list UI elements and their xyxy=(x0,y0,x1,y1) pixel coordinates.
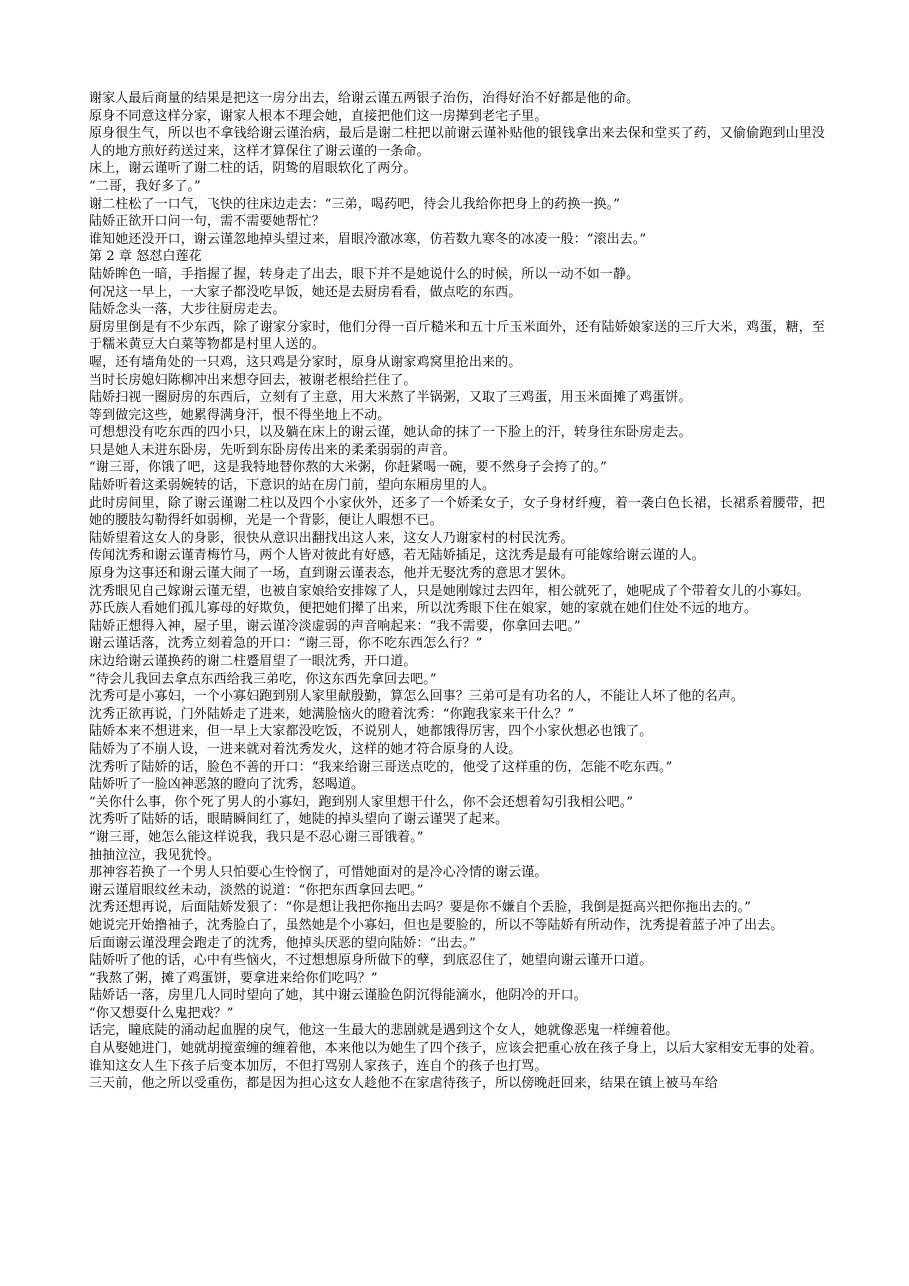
paragraph: 此时房间里，除了谢云谨谢二柱以及四个小家伙外，还多了一个娇柔女子，女子身材纤瘦，着一袭白色长裙，长裙系着腰带，把她的腰肢勾勒得纤如弱柳，光是一个背影，便让人暇想不已。 xyxy=(89,495,825,529)
document-body xyxy=(89,90,825,1093)
paragraph: 等到做完这些，她累得满身汗，恨不得坐地上不动。 xyxy=(89,407,391,423)
paragraph: 陆娇正欲开口问一句，需不需要她帮忙？ xyxy=(89,214,325,230)
paragraph: 陆娇本来不想进来，但一早上大家都没吃饭，不说别人，她都饿得厉害，四个小家伙想必也饿了。 xyxy=(89,724,653,740)
paragraph: 谁知她还没开口，谢云谨忽地掉头望过来，眉眼冷澈冰寒，仿若数九寒冬的冰凌一般：“滚出去。” xyxy=(89,231,647,247)
paragraph: 床边给谢云谨换药的谢二柱蹙眉望了一眼沈秀，开口道。 xyxy=(89,654,417,669)
paragraph: 原身不同意这样分家，谢家人根本不理会她，直接把他们这一房撵到老宅子里。 xyxy=(89,108,548,124)
paragraph: 谁知这女人生下孩子后变本加厉，不但打骂别人家孩子，连自个的孩子也打骂。 xyxy=(89,1058,548,1074)
paragraph: 沈秀还想再说，后面陆娇发狠了：“你是想让我把你拖出去吗？要是你不嫌自个丢脸，我倒是挺高兴把你拖出去的。” xyxy=(89,900,751,916)
paragraph: 沈秀听了陆娇的话，眼睛瞬间红了，她陡的掉头望向了谢云谨哭了起来。 xyxy=(89,812,509,828)
paragraph: 可想想没有吃东西的四小只，以及躺在床上的谢云谨，她认命的抹了一下脸上的汗，转身往东卧房走去。 xyxy=(89,425,692,441)
paragraph: 陆娇听着这柔弱婉转的话，下意识的站在房门前，望向东厢房里的人。 xyxy=(89,478,496,494)
paragraph: 原身很生气，所以也不拿钱给谢云谨治病，最后是谢二柱把以前谢云谨补贴他的银钱拿出来去保和堂买了药，又偷偷跑到山里没人的地方煎好药送过来，这样才算保住了谢云谨的一条命。 xyxy=(89,126,825,159)
paragraph: 床上，谢云谨听了谢二柱的话，阴鸷的眉眼软化了两分。 xyxy=(89,161,417,177)
paragraph: 原身为这事还和谢云谨大闹了一场，直到谢云谨表态，他并无娶沈秀的意思才罢休。 xyxy=(89,566,574,582)
paragraph: 陆娇为了不崩人设，一进来就对着沈秀发火，这样的她才符合原身的人设。 xyxy=(89,741,522,757)
paragraph: “二哥，我好多了。” xyxy=(89,178,201,194)
paragraph: 谢云谨话落，沈秀立刻着急的开口：“谢三哥，你不吃东西怎么行？” xyxy=(89,636,483,652)
paragraph: 话完，瞳底陡的涌动起血腥的戾气，他这一生最大的悲剧就是遇到这个女人，她就像恶鬼一样缠着他。 xyxy=(89,1023,679,1039)
paragraph: “关你什么事，你个死了男人的小寡妇，跑到别人家里想干什么，你不会还想着勾引我相公吧。” xyxy=(89,794,634,810)
paragraph: 陆娇正想得入神，屋子里，谢云谨冷淡虚弱的声音响起来：“我不需要，你拿回去吧。” xyxy=(89,618,581,634)
paragraph: 喔，还有墙角处的一只鸡，这只鸡是分家时，原身从谢家鸡窝里抢出来的。 xyxy=(89,354,522,370)
paragraph: 沈秀正欲再说，门外陆娇走了进来，她满脸恼火的瞪着沈秀：“你跑我家来干什么？” xyxy=(89,706,575,722)
paragraph: 谢二柱松了一口气，飞快的往床边走去：“三弟，喝药吧，待会儿我给你把身上的药换一换。” xyxy=(89,196,620,212)
paragraph: 三天前，他之所以受重伤，都是因为担心这女人趁他不在家虐待孩子，所以傍晚赶回来，结果在镇上被马车给 xyxy=(89,1076,718,1092)
paragraph: 那神容若换了一个男人只怕要心生怜悯了，可惜她面对的是冷心冷情的谢云谨。 xyxy=(89,865,548,881)
paragraph: “我熬了粥，摊了鸡蛋饼，要拿进来给你们吃吗？” xyxy=(89,970,378,986)
paragraph: 传闻沈秀和谢云谨青梅竹马，两个人皆对彼此有好感，若无陆娇插足，这沈秀是最有可能嫁给谢云谨的人。 xyxy=(89,548,705,564)
paragraph: 陆娇望着这女人的身影，很快从意识出翻找出这人来，这女人乃谢家村的村民沈秀。 xyxy=(89,530,574,546)
paragraph: 厨房里倒是有不少东西，除了谢家分家时，他们分得一百斤糙米和五十斤玉米面外，还有陆娇娘家送的三斤大米，鸡蛋，糖，至于糯米黄豆大白菜等物都是村里人送的。 xyxy=(89,319,825,353)
paragraph: 只是她人未进东卧房，先听到东卧房传出来的柔柔弱弱的声音。 xyxy=(89,442,456,458)
paragraph: “你又想耍什么鬼把戏？” xyxy=(89,1005,234,1021)
paragraph: “谢三哥，她怎么能这样说我，我只是不忍心谢三哥饿着。” xyxy=(89,829,424,845)
chapter-heading: 第 2 章 怒怼白莲花 xyxy=(89,249,202,265)
paragraph: 陆娇眸色一暗，手指握了握，转身走了出去，眼下并不是她说什么的时候，所以一动不如一静。 xyxy=(89,266,640,282)
paragraph: 陆娇念头一落，大步往厨房走去。 xyxy=(89,302,286,318)
paragraph: 陆娇听了他的话，心中有些恼火，不过想想原身所做下的孽，到底忍住了，她望向谢云谨开口道。 xyxy=(89,953,653,969)
paragraph: 后面谢云谨没理会跑走了的沈秀，他掉头厌恶的望向陆娇：“出去。” xyxy=(89,935,476,951)
paragraph: 陆娇话一落，房里几人同时望向了她，其中谢云谨脸色阴沉得能滴水，他阴冷的开口。 xyxy=(89,988,587,1004)
paragraph: 抽抽泣泣，我见犹怜。 xyxy=(89,847,221,863)
paragraph: 苏氏族人看她们孤儿寡母的好欺负，便把她们撵了出来，所以沈秀眼下住在娘家，她的家就在她们住处不远的地方。 xyxy=(89,601,758,617)
paragraph: 陆娇扫视一圈厨房的东西后，立刻有了主意，用大米熬了半锅粥，又取了三鸡蛋，用玉米面摊了鸡蛋饼。 xyxy=(89,390,692,406)
paragraph: 她说完开始撸袖子，沈秀脸白了，虽然她是个小寡妇，但也是要脸的，所以不等陆娇有所动作，沈秀提着蓝子冲了出去。 xyxy=(89,917,784,933)
paragraph: 当时长房媳妇陈柳冲出来想夺回去，被谢老根给拦住了。 xyxy=(89,372,417,388)
paragraph: 何况这一早上，一大家子都没吃早饭，她还是去厨房看看，做点吃的东西。 xyxy=(89,284,522,300)
paragraph: 自从娶她进门，她就胡搅蛮缠的缠着他，本来他以为她生了四个孩子，应该会把重心放在孩子身上，以后大家相安无事的处着。 xyxy=(89,1041,823,1057)
paragraph: 谢云谨眉眼纹丝未动，淡然的说道：“你把东西拿回去吧。” xyxy=(89,882,424,898)
paragraph: 谢家人最后商量的结果是把这一房分出去，给谢云谨五两银子治伤，治得好治不好都是他的命。 xyxy=(89,91,640,106)
paragraph: “待会儿我回去拿点东西给我三弟吃，你这东西先拿回去吧。” xyxy=(89,671,437,687)
paragraph: 陆娇听了一脸凶神恶煞的瞪向了沈秀，怒喝道。 xyxy=(89,777,365,793)
paragraph: 沈秀听了陆娇的话，脸色不善的开口：“我来给谢三哥送点吃的，他受了这样重的伤，怎能不吃东西。” xyxy=(89,759,673,775)
paragraph: 沈秀眼见自己嫁谢云谨无望，也被自家娘给安排嫁了人，只是她刚嫁过去四年，相公就死了，她呢成了个带着女儿的小寡妇。 xyxy=(89,583,810,599)
paragraph: “谢三哥，你饿了吧，这是我特地替你熬的大米粥，你赶紧喝一碗，要不然身子会挎了的。” xyxy=(89,460,607,476)
paragraph: 沈秀可是小寡妇，一个小寡妇跑到别人家里献殷勤，算怎么回事？三弟可是有功名的人，不能让人坏了他的名声。 xyxy=(89,689,745,705)
